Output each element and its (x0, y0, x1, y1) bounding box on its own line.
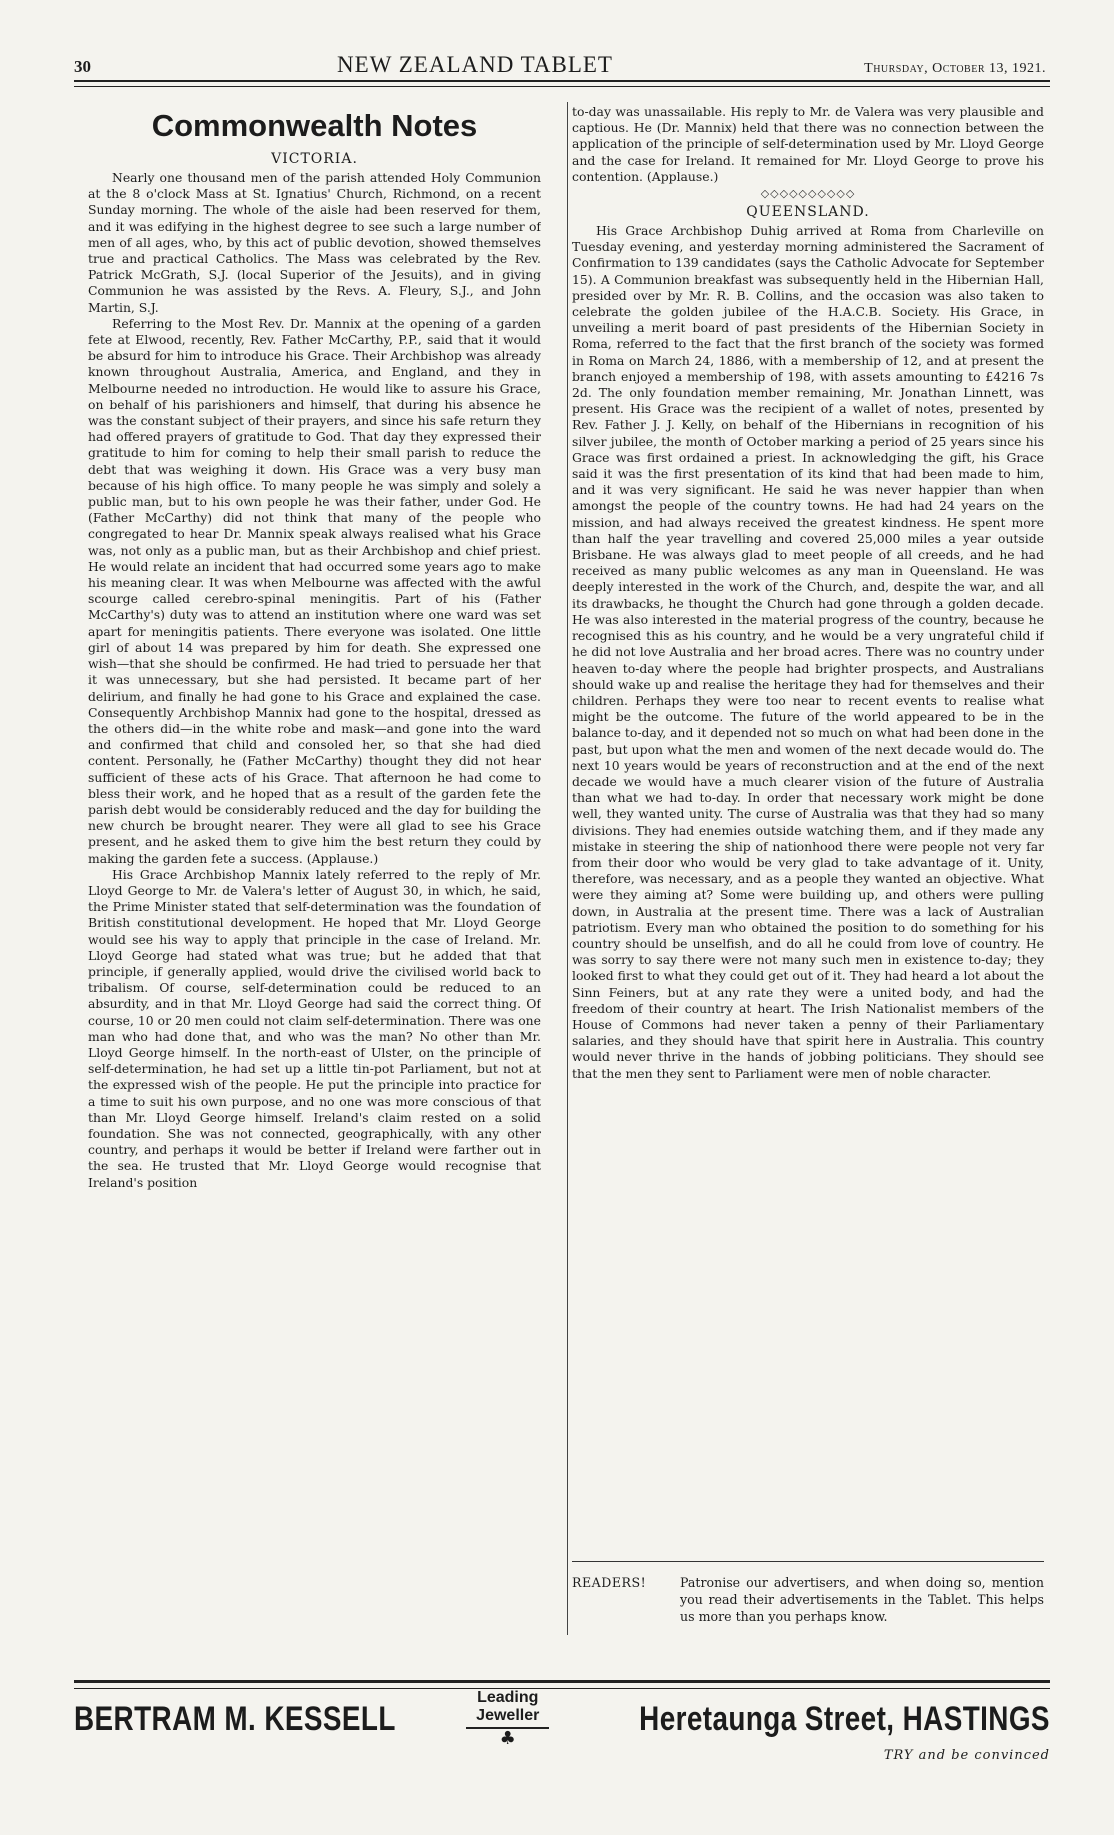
right-column (572, 104, 1044, 1554)
notice-rule (572, 1561, 1044, 1562)
section-heading-victoria: VICTORIA. (271, 151, 358, 167)
advertisement-banner (74, 1689, 1050, 1749)
readers-text: Patronise our advertisers, and when doing so, mention you read their advertisements in the Tablet. This helps us more than you perhaps know. (680, 1575, 1044, 1624)
article-title: Commonwealth Notes (151, 108, 478, 143)
advertiser-tagline: Leading Jeweller (466, 1689, 549, 1729)
page-number: 30 (74, 57, 91, 76)
paragraph: His Grace Archbishop Duhig arrived at Roma from Charleville on Tuesday evening, and yesterday morning administered the Sacrament of Confirmation to 139 candidates (says the Catholic Advocate for September 15). A Communion breakfast was subsequently held in the Hibernian Hall, presided over by Mr. R. B. Collins, and the occasion was also taken to celebrate the golden jubilee of the H.A.C.B. Society. His Grace, in unveiling a merit board of past presidents of the Hibernian Society in Roma, referred to the fact that the first branch of the society was formed in Roma on March 24, 1886, with a membership of 12, and at present the branch enjoyed a membership of 198, with assets amounting to £4216 7s 2d. The only foundation member remaining, Mr. Jonathan Linnett, was present. His Grace was the recipient of a wallet of notes, presented by Rev. Father J. J. Kelly, on behalf of the Hibernians in recognition of his silver jubilee, the month of October marking a period of 25 years since his Grace was first ordained a priest. In acknowledging the gift, his Grace said it was the first presentation of its kind that had been made to him, and it was very significant. He said he was never happier than when amongst the people of the country towns. He had had 24 years on the mission, and had always received the greatest kindness. He spent more than half the year travelling and covered 25,000 miles a year outside Brisbane. He was always glad to meet people of all creeds, and he had received as many public welcomes as any man in Queensland. He was deeply interested in the work of the Church, and, despite the war, and all its drawbacks, he thought the Church had gone through a golden decade. He was also interested in the material progress of the country, because he recognised this as his country, and he would be a very ungrateful child if he did not love Australia and her broad acres. There was no country under heaven to-day where the people had brighter prospects, and Australians should wake up and realise the heritage they had for themselves and their children. Perhaps they were too near to recent events to realise what might be the outcome. The future of the world appeared to be in the balance to-day, and it depended not so much on what had been done in the past, but upon what the men and women of the next decade would do. The next 10 years would be years of reconstruction and at the end of the next decade we would have a much clearer vision of the future of Australia than what we had to-day. In order that necessary work might be done well, they wanted unity. The curse of Australia was that they had so many divisions. They had enemies outside watching them, and if they made any mistake in steering the ship of nationhood there were people not very far from their door who would be very glad to take advantage of it. Unity, therefore, was necessary, and as a people they wanted an objective. What were they aiming at? Some were building up, and others were pulling down, in Australia at the present time. There was a lack of Australian patriotism. Every man who obtained the position to do something for his country should be unselfish, and do all he could from love of country. He was sorry to say there were not many such men in existence to-day; they looked first to what they could get out of it. They had heard a lot about the Sinn Feiners, but at any rate they were a united body, and had the freedom of their country at heart. The Irish Nationalist members of the House of Commons had never taken a penny of their Parliamentary salaries, and they should have that spirit here in Australia. This country would never thrive in the hands of jobbing politicians. They should see that the men they sent to Parliament were men of noble character. (572, 223, 1044, 1081)
advertiser-name: BERTRAM M. KESSELL (74, 1699, 396, 1738)
advertisement-rule (74, 1680, 1050, 1689)
advertiser-tagline-block (466, 1689, 549, 1749)
paragraph: Referring to the Most Rev. Dr. Mannix at the opening of a garden fete at Elwood, recently, Rev. Father McCarthy, P.P., said that it would be absurd for him to introduce his Grace. Their Archbishop was already known throughout Australia, America, and England, and they in Melbourne needed no introduction. He would like to assure his Grace, on behalf of his parishioners and himself, that during his absence he was the constant subject of their prayers, and since his safe return they had offered prayers of gratitude to God. That day they expressed their gratitude to him for coming to help their small parish to reduce the debt that was weighing it down. His Grace was a very busy man because of his high office. To many people he was simply and solely a public man, but to his own people he was their father, under God. He (Father McCarthy) did not think that many of the people who congregated to hear Dr. Mannix speak always realised what his Grace was, not only as a public man, but as their Archbishop and chief priest. He would relate an incident that had occurred some years ago to make his meaning clear. It was when Melbourne was affected with the awful scourge called cerebro-spinal meningitis. Part of his (Father McCarthy's) duty was to attend an institution where one ward was set apart for meningitis patients. There everyone was isolated. One little girl of about 14 was prepared by him for death. She expressed one wish—that she should be confirmed. He had tried to persuade her that it was unnecessary, but she had persisted. It became part of her delirium, and finally he had gone to his Grace and explained the case. Consequently Archbishop Mannix had gone to the hospital, dressed as the others did—in the white robe and mask—and gone into the ward and confirmed that child and consoled her, so that she had died content. Personally, he (Father McCarthy) thought they did not hear sufficient of these acts of his Grace. That afternoon he had come to bless their work, and he hoped that as a result of the garden fete the parish debt would be considerably reduced and the day for building the new church be brought nearer. They were all glad to see his Grace present, and he asked them to give him the best return they could by making the garden fete a success. (Applause.) (88, 315, 541, 866)
paragraph: His Grace Archbishop Mannix lately referred to the reply of Mr. Lloyd George to Mr. de Valera's letter of August 30, in which, he said, the Prime Minister stated that self-determination was the foundation of British constitutional development. He hoped that Mr. Lloyd George would see his way to apply that principle in the case of Ireland. Mr. Lloyd George had stated what was true; but he added that that principle, if generally applied, would drive the civilised world back to tribalism. Of course, self-determination could be reduced to an absurdity, and in that Mr. Lloyd George had said the correct thing. Of course, 10 or 20 men could not claim self-determination. There was one man who had done that, and who was the man? No other than Mr. Lloyd George himself. In the north-east of Ulster, on the principle of self-determination, he had set up a little tin-pot Parliament, but not at the expressed wish of the people. He put the principle into practice for a time to suit his own purpose, and no one was more conscious of that than Mr. Lloyd George himself. Ireland's claim rested on a solid foundation. She was not connected, geographically, with any other country, and perhaps it would be better if Ireland were farther out in the sea. He trusted that Mr. Lloyd George would recognise that Ireland's position (88, 866, 541, 1190)
publication-title: NEW ZEALAND TABLET (337, 52, 613, 77)
readers-notice (572, 1574, 1044, 1642)
column-divider (567, 102, 568, 1635)
paragraph-continuation: to-day was unassailable. His reply to Mr. de Valera was very plausible and captious. He (Dr. Mannix) held that there was no connection between the application of the principle of self-determination used by Mr. Lloyd George and the case for Ireland. It remained for Mr. Lloyd George to prove his contention. (Applause.) (572, 104, 1044, 184)
section-ornament: ◇◇◇◇◇◇◇◇◇◇ (760, 187, 856, 201)
paragraph: Nearly one thousand men of the parish attended Holy Communion at the 8 o'clock Mass at St. Ignatius' Church, Richmond, on a recent Sunday morning. The whole of the aisle had been reserved for them, and it was edifying in the highest degree to see such a large number of men of all ages, who, by this act of public devotion, showed themselves true and practical Catholics. The Mass was celebrated by the Rev. Patrick McGrath, S.J. (local Superior of the Jesuits), and in giving Communion he was assisted by the Revs. A. Fleury, S.J., and John Martin, S.J. (88, 170, 541, 315)
emblem-icon: ♣ (499, 1728, 516, 1749)
section-heading-queensland: QUEENSLAND. (746, 204, 870, 221)
advertiser-address: Heretaunga Street, HASTINGS (639, 1699, 1050, 1738)
advertiser-slogan: TRY and be convinced (883, 1748, 1050, 1763)
masthead (74, 52, 1046, 78)
readers-label: READERS! (572, 1575, 647, 1590)
masthead-rule (74, 80, 1050, 87)
left-column (88, 104, 541, 1649)
issue-date: Thursday, October 13, 1921. (864, 61, 1046, 76)
